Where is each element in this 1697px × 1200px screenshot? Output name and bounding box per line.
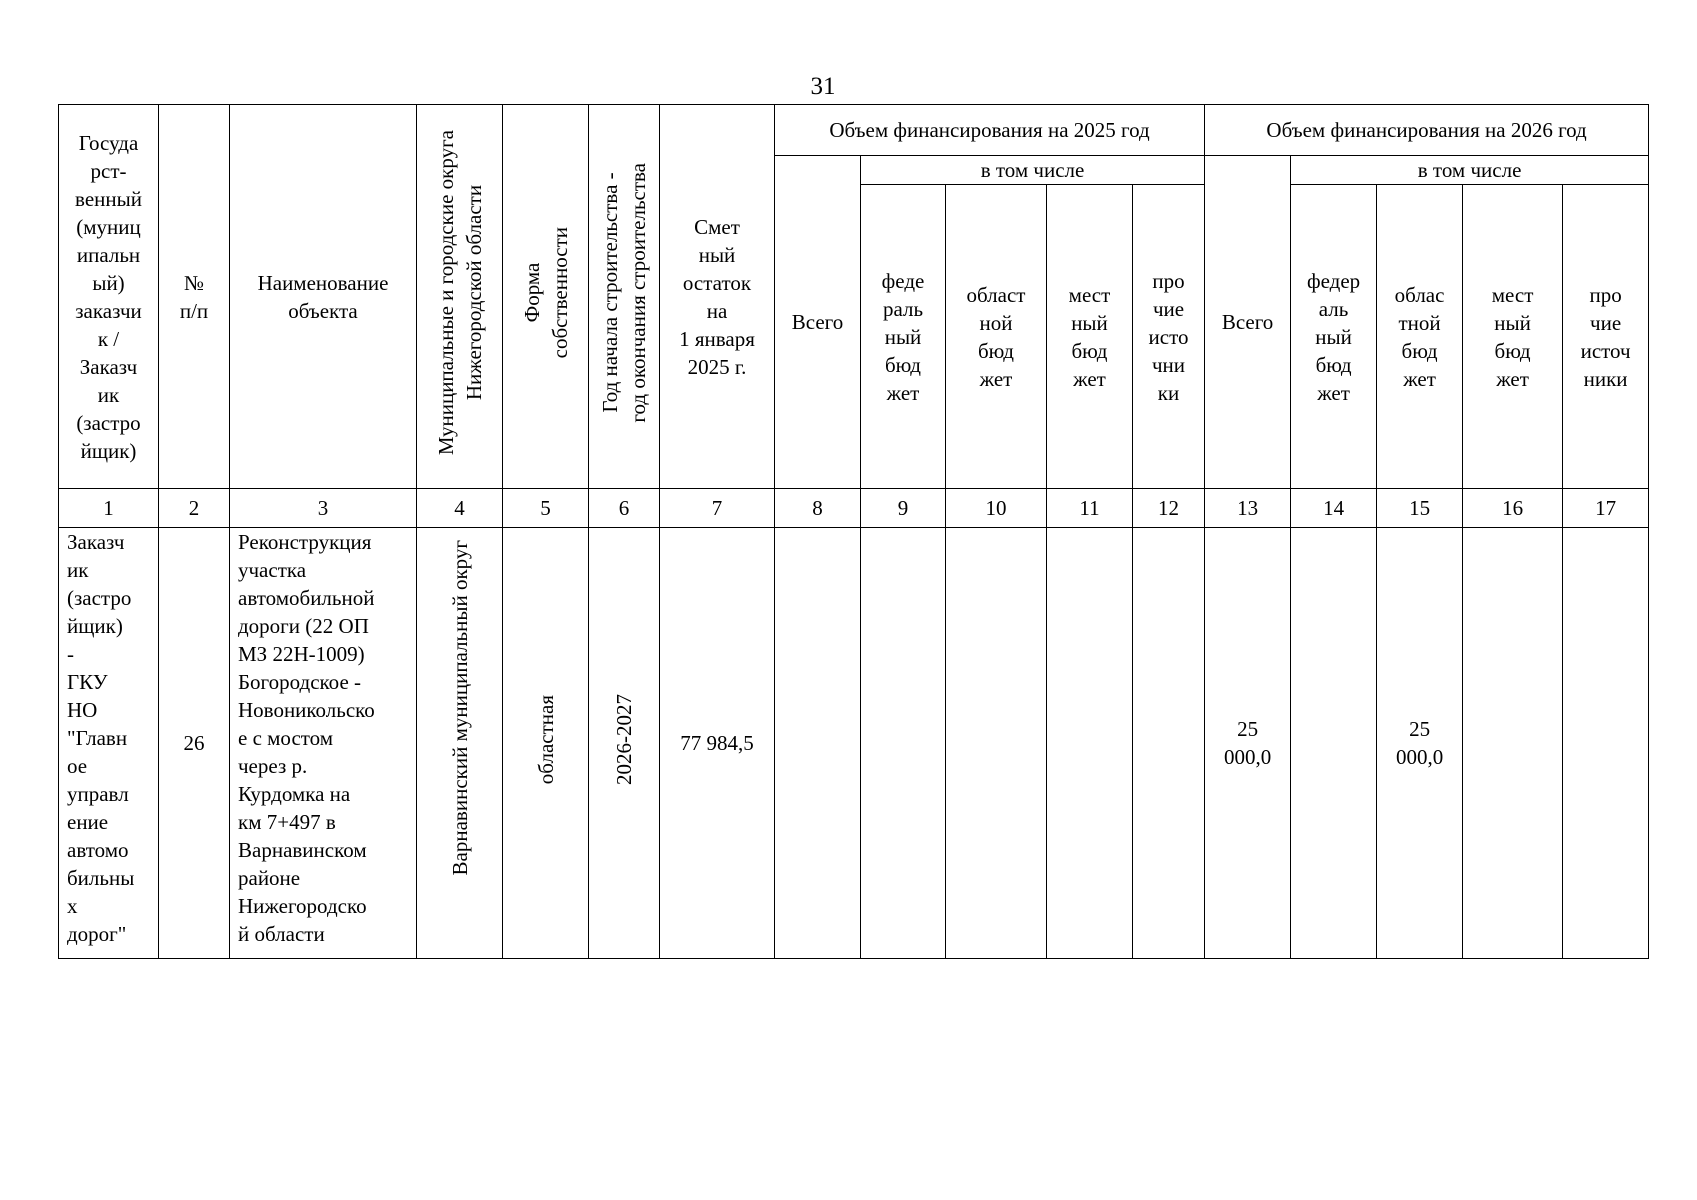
header-customer: Госуда рст- венный (муниц ипальн ый) заказчи к / Заказч ик (застро йщик) <box>59 105 159 489</box>
column-number: 12 <box>1133 489 1205 528</box>
row-ownership: областная <box>503 528 589 959</box>
column-number: 5 <box>503 489 589 528</box>
row-municipality: Варнавинский муниципальный округ <box>417 528 503 959</box>
row-customer: Заказч ик (застро йщик) - ГКУ НО "Главн ое управл ение автомо бильны х дорог" <box>59 528 159 959</box>
column-number: 11 <box>1047 489 1133 528</box>
header-financing-2026: Объем финансирования на 2026 год <box>1205 105 1649 156</box>
column-number: 13 <box>1205 489 1291 528</box>
header-number: № п/п <box>159 105 230 489</box>
row-local-2026 <box>1463 528 1563 959</box>
column-number: 3 <box>230 489 417 528</box>
header-estimated-balance: Смет ный остаток на 1 января 2025 г. <box>660 105 775 489</box>
header-other-2025: про чие исто чни ки <box>1133 185 1205 489</box>
column-number: 6 <box>589 489 660 528</box>
column-number: 10 <box>946 489 1047 528</box>
financing-table <box>58 104 1649 959</box>
row-construction-years: 2026-2027 <box>589 528 660 959</box>
header-including-2026: в том числе <box>1291 156 1649 185</box>
row-total-2026: 25 000,0 <box>1205 528 1291 959</box>
row-estimated-balance: 77 984,5 <box>660 528 775 959</box>
column-number: 1 <box>59 489 159 528</box>
page-number: 31 <box>810 73 836 100</box>
row-local-2025 <box>1047 528 1133 959</box>
column-number: 7 <box>660 489 775 528</box>
header-object-name: Наименование объекта <box>230 105 417 489</box>
header-regional-2025: област ной бюд жет <box>946 185 1047 489</box>
column-number: 15 <box>1377 489 1463 528</box>
column-numbers-row <box>59 489 1649 528</box>
header-regional-2026: облас тной бюд жет <box>1377 185 1463 489</box>
header-local-2025: мест ный бюд жет <box>1047 185 1133 489</box>
table-row <box>59 528 1649 959</box>
column-number: 8 <box>775 489 861 528</box>
column-number: 17 <box>1563 489 1649 528</box>
row-regional-2025 <box>946 528 1047 959</box>
row-total-2025 <box>775 528 861 959</box>
row-other-2025 <box>1133 528 1205 959</box>
header-row-top <box>59 105 1649 156</box>
row-other-2026 <box>1563 528 1649 959</box>
header-federal-2026: федер аль ный бюд жет <box>1291 185 1377 489</box>
header-ownership: Форма собственности <box>503 105 589 489</box>
header-local-2026: мест ный бюд жет <box>1463 185 1563 489</box>
row-federal-2026 <box>1291 528 1377 959</box>
header-federal-2025: феде раль ный бюд жет <box>861 185 946 489</box>
column-number: 2 <box>159 489 230 528</box>
column-number: 14 <box>1291 489 1377 528</box>
column-number: 4 <box>417 489 503 528</box>
row-number: 26 <box>159 528 230 959</box>
row-federal-2025 <box>861 528 946 959</box>
header-including-2025: в том числе <box>861 156 1205 185</box>
header-financing-2025: Объем финансирования на 2025 год <box>775 105 1205 156</box>
header-total-2025: Всего <box>775 156 861 489</box>
column-number: 16 <box>1463 489 1563 528</box>
row-object-name: Реконструкция участка автомобильной дороги (22 ОП МЗ 22Н-1009) Богородское - Новоникольско е с мостом через р. Курдомка на км 7+497 в Варнавинском районе Нижегородско й области <box>230 528 417 959</box>
header-municipality: Муниципальные и городские округа Нижегородской области <box>417 105 503 489</box>
column-number: 9 <box>861 489 946 528</box>
header-total-2026: Всего <box>1205 156 1291 489</box>
header-other-2026: про чие источ ники <box>1563 185 1649 489</box>
row-regional-2026: 25 000,0 <box>1377 528 1463 959</box>
header-construction-years: Год начала строительства - год окончания строительства <box>589 105 660 489</box>
